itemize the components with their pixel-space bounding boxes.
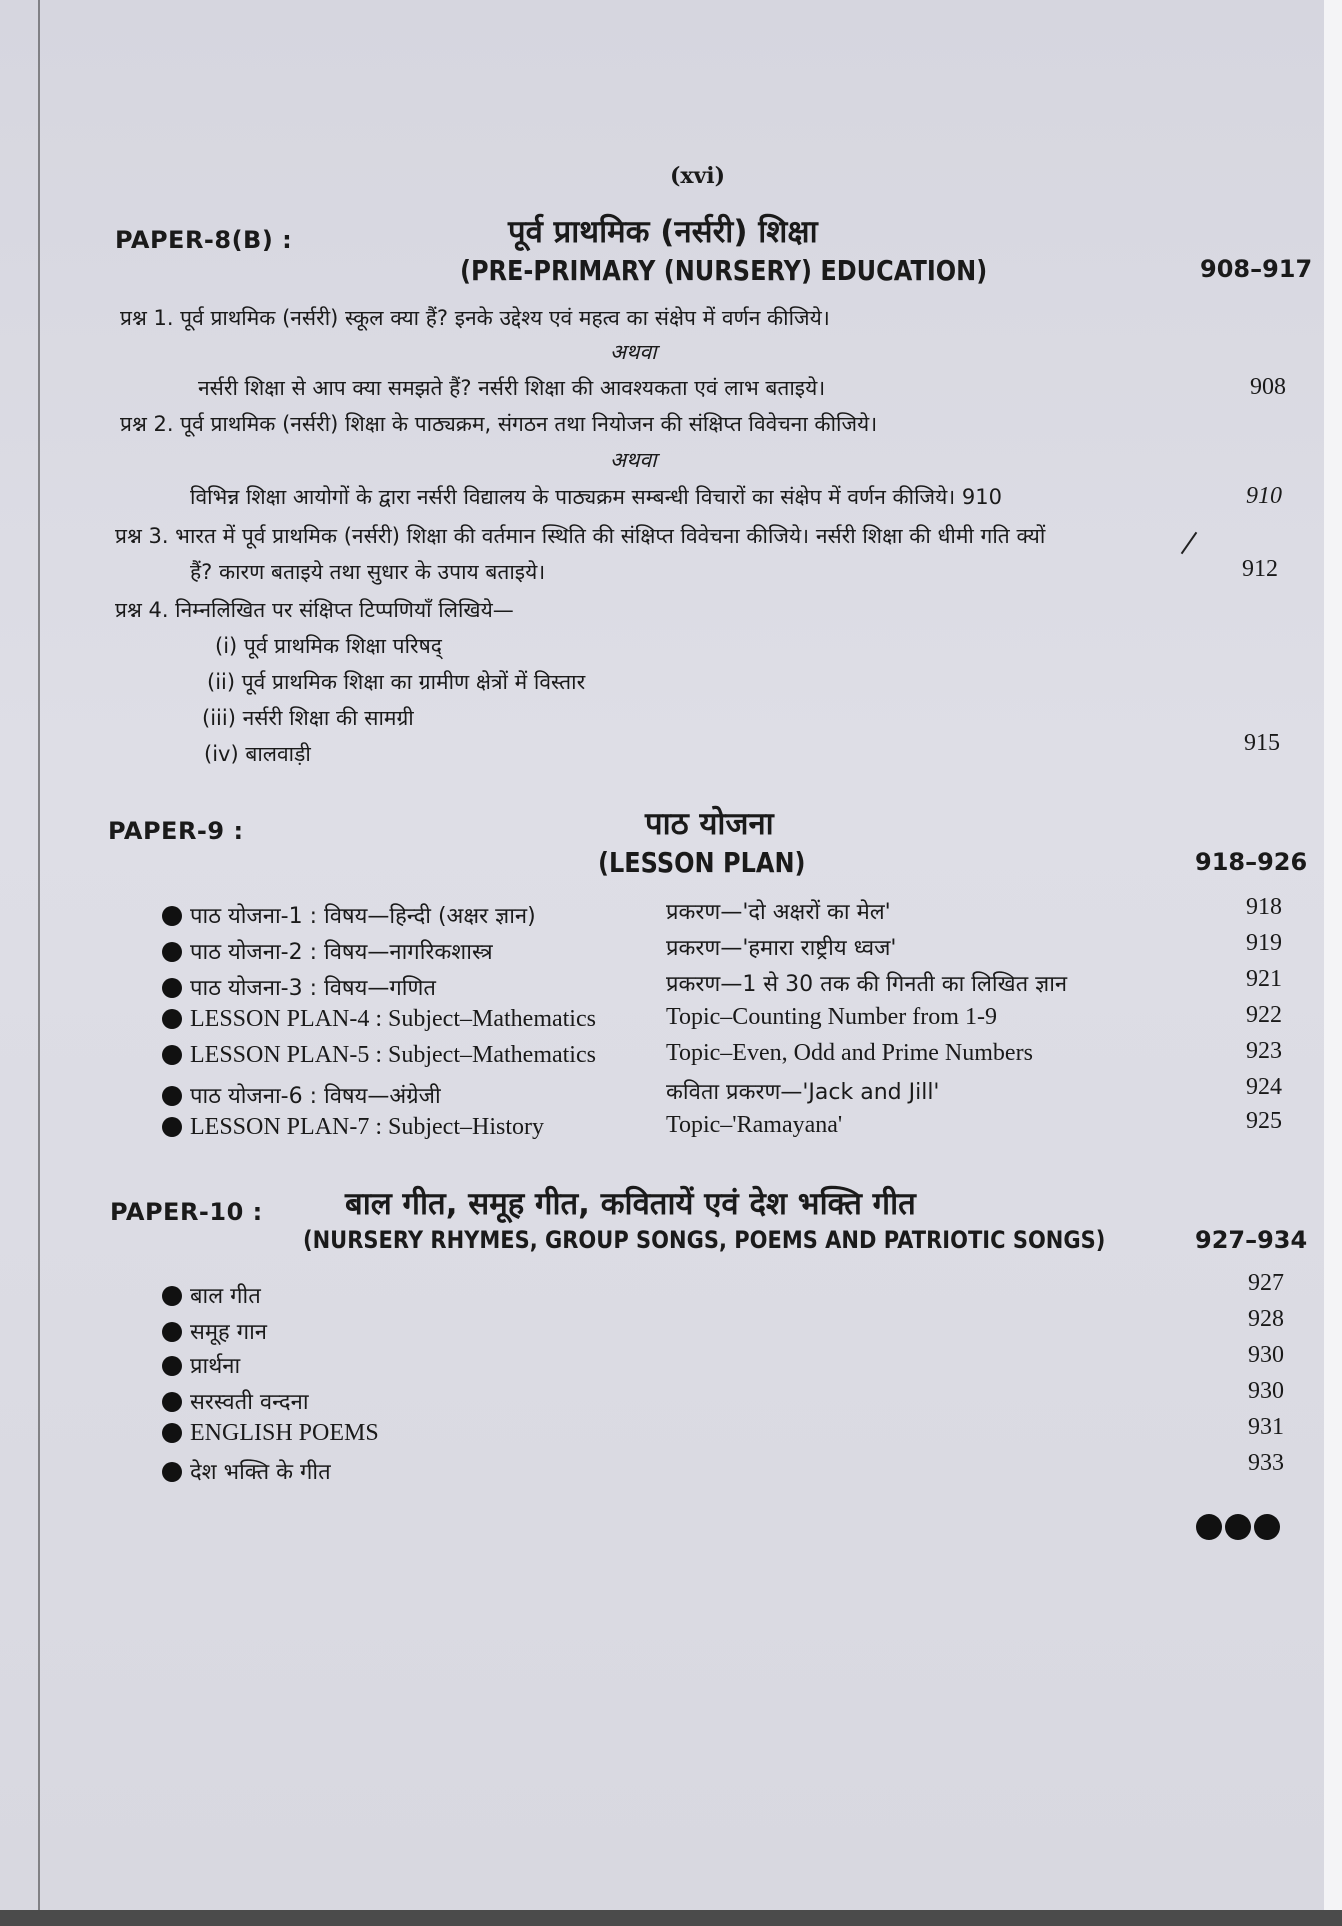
lesson-plan-3: पाठ योजना-3 : विषय—गणित xyxy=(162,972,436,1002)
lesson-plan-4-topic: Topic–Counting Number from 1-9 xyxy=(666,1004,997,1030)
lesson-plan-3-topic: प्रकरण—1 से 30 तक की गिनती का लिखित ज्ञान xyxy=(666,972,1068,997)
lesson-plan-7-page: 925 xyxy=(1246,1108,1282,1134)
paper8-page-range: 908–917 xyxy=(1200,255,1313,283)
lesson-plan-7: LESSON PLAN-7 : Subject–History xyxy=(162,1114,544,1141)
or-separator-2: अथवा xyxy=(610,448,657,472)
bullet-icon xyxy=(162,1009,182,1029)
dot-icon xyxy=(1196,1514,1222,1540)
paper8-label: PAPER-8(B) : xyxy=(115,226,293,254)
paper10-item-3: प्रार्थना xyxy=(162,1350,240,1380)
paper10-item-1-page: 927 xyxy=(1248,1270,1284,1296)
question-4: प्रश्न 4. निम्नलिखित पर संक्षिप्त टिप्पणियाँ लिखिये— xyxy=(115,598,514,622)
paper10-title-english: (NURSERY RHYMES, GROUP SONGS, POEMS AND PATRIOTIC SONGS) xyxy=(303,1226,1106,1254)
question-2-page: 910 xyxy=(1246,483,1282,509)
paper9-title-hindi: पाठ योजना xyxy=(645,806,774,842)
paper10-item-5: ENGLISH POEMS xyxy=(162,1420,379,1447)
paper9-label: PAPER-9 : xyxy=(108,817,244,845)
bullet-icon xyxy=(162,1423,182,1443)
end-ornament xyxy=(1196,1514,1283,1544)
paper10-item-6: देश भक्ति के गीत xyxy=(162,1456,331,1486)
paper10-item-1: बाल गीत xyxy=(162,1280,261,1310)
page-number: (xvi) xyxy=(670,163,726,189)
lesson-plan-5: LESSON PLAN-5 : Subject–Mathematics xyxy=(162,1042,596,1069)
pen-mark xyxy=(1181,532,1198,554)
paper10-item-2-page: 928 xyxy=(1248,1306,1284,1332)
paper10-item-4-page: 930 xyxy=(1248,1378,1284,1404)
paper10-item-2: समूह गान xyxy=(162,1316,267,1346)
dot-icon xyxy=(1254,1514,1280,1540)
bullet-icon xyxy=(162,1086,182,1106)
paper10-label: PAPER-10 : xyxy=(110,1198,263,1226)
bullet-icon xyxy=(162,1045,182,1065)
paper10-item-3-page: 930 xyxy=(1248,1342,1284,1368)
lesson-plan-6-page: 924 xyxy=(1246,1074,1282,1100)
lesson-plan-2-page: 919 xyxy=(1246,930,1282,956)
lesson-plan-4: LESSON PLAN-4 : Subject–Mathematics xyxy=(162,1006,596,1033)
page-edge-left xyxy=(38,0,40,1926)
bullet-icon xyxy=(162,978,182,998)
paper9-page-range: 918–926 xyxy=(1195,848,1308,876)
bullet-icon xyxy=(162,906,182,926)
question-1-alt: नर्सरी शिक्षा से आप क्या समझते हैं? नर्सरी शिक्षा की आवश्यकता एवं लाभ बताइये। xyxy=(198,376,826,400)
lesson-plan-3-page: 921 xyxy=(1246,966,1282,992)
paper9-title-english: (LESSON PLAN) xyxy=(598,846,806,880)
question-3-page: 912 xyxy=(1242,556,1278,582)
dot-icon xyxy=(1225,1514,1251,1540)
question-4-page: 915 xyxy=(1244,730,1280,756)
question-2-alt: विभिन्न शिक्षा आयोगों के द्वारा नर्सरी विद्यालय के पाठ्यक्रम सम्बन्धी विचारों का संक्षेप में वर्णन कीजिये। 910 xyxy=(190,485,1003,509)
lesson-plan-4-page: 922 xyxy=(1246,1002,1282,1028)
question-3-line2: हैं? कारण बताइये तथा सुधार के उपाय बताइये। xyxy=(190,560,546,584)
paper10-item-4: सरस्वती वन्दना xyxy=(162,1386,309,1416)
question-4-item-4: (iv) बालवाड़ी xyxy=(204,742,311,766)
bullet-icon xyxy=(162,1462,182,1482)
question-4-item-2: (ii) पूर्व प्राथमिक शिक्षा का ग्रामीण क्षेत्रों में विस्तार xyxy=(207,670,586,694)
bullet-icon xyxy=(162,1322,182,1342)
lesson-plan-6-topic: कविता प्रकरण—'Jack and Jill' xyxy=(666,1080,940,1105)
bullet-icon xyxy=(162,1356,182,1376)
paper10-title-hindi: बाल गीत, समूह गीत, कवितायें एवं देश भक्ति गीत xyxy=(345,1186,916,1222)
bullet-icon xyxy=(162,1392,182,1412)
lesson-plan-5-page: 923 xyxy=(1246,1038,1282,1064)
paper10-item-6-page: 933 xyxy=(1248,1450,1284,1476)
lesson-plan-1-topic: प्रकरण—'दो अक्षरों का मेल' xyxy=(666,900,891,925)
bullet-icon xyxy=(162,1117,182,1137)
question-1: प्रश्न 1. पूर्व प्राथमिक (नर्सरी) स्कूल क्या हैं? इनके उद्देश्य एवं महत्व का संक्षेप में वर्णन कीजिये। xyxy=(120,306,830,330)
paper8-title-english: (PRE-PRIMARY (NURSERY) EDUCATION) xyxy=(460,254,988,288)
question-2: प्रश्न 2. पूर्व प्राथमिक (नर्सरी) शिक्षा के पाठ्यक्रम, संगठन तथा नियोजन की संक्षिप्त विवेचना कीजिये। xyxy=(120,412,878,436)
question-1-page: 908 xyxy=(1250,374,1286,400)
paper8-title-hindi: पूर्व प्राथमिक (नर्सरी) शिक्षा xyxy=(508,214,818,250)
paper10-item-5-page: 931 xyxy=(1248,1414,1284,1440)
lesson-plan-2: पाठ योजना-2 : विषय—नागरिकशास्त्र xyxy=(162,936,493,966)
lesson-plan-5-topic: Topic–Even, Odd and Prime Numbers xyxy=(666,1040,1033,1066)
lesson-plan-7-topic: Topic–'Ramayana' xyxy=(666,1112,843,1138)
lesson-plan-2-topic: प्रकरण—'हमारा राष्ट्रीय ध्वज' xyxy=(666,936,897,961)
question-4-item-3: (iii) नर्सरी शिक्षा की सामग्री xyxy=(202,706,414,730)
paper10-page-range: 927–934 xyxy=(1195,1226,1308,1254)
or-separator-1: अथवा xyxy=(610,340,657,364)
page-edge-bottom xyxy=(0,1910,1342,1926)
page-edge-right xyxy=(1324,0,1342,1926)
lesson-plan-1-page: 918 xyxy=(1246,894,1282,920)
question-4-item-1: (i) पूर्व प्राथमिक शिक्षा परिषद् xyxy=(215,634,442,658)
lesson-plan-6: पाठ योजना-6 : विषय—अंग्रेजी xyxy=(162,1080,441,1110)
bullet-icon xyxy=(162,1286,182,1306)
bullet-icon xyxy=(162,942,182,962)
lesson-plan-1: पाठ योजना-1 : विषय—हिन्दी (अक्षर ज्ञान) xyxy=(162,900,536,930)
question-3-line1: प्रश्न 3. भारत में पूर्व प्राथमिक (नर्सरी) शिक्षा की वर्तमान स्थिति की संक्षिप्त विवेचना कीजिये। नर्सरी शिक्षा की धीमी गति क्यों xyxy=(115,524,1046,548)
